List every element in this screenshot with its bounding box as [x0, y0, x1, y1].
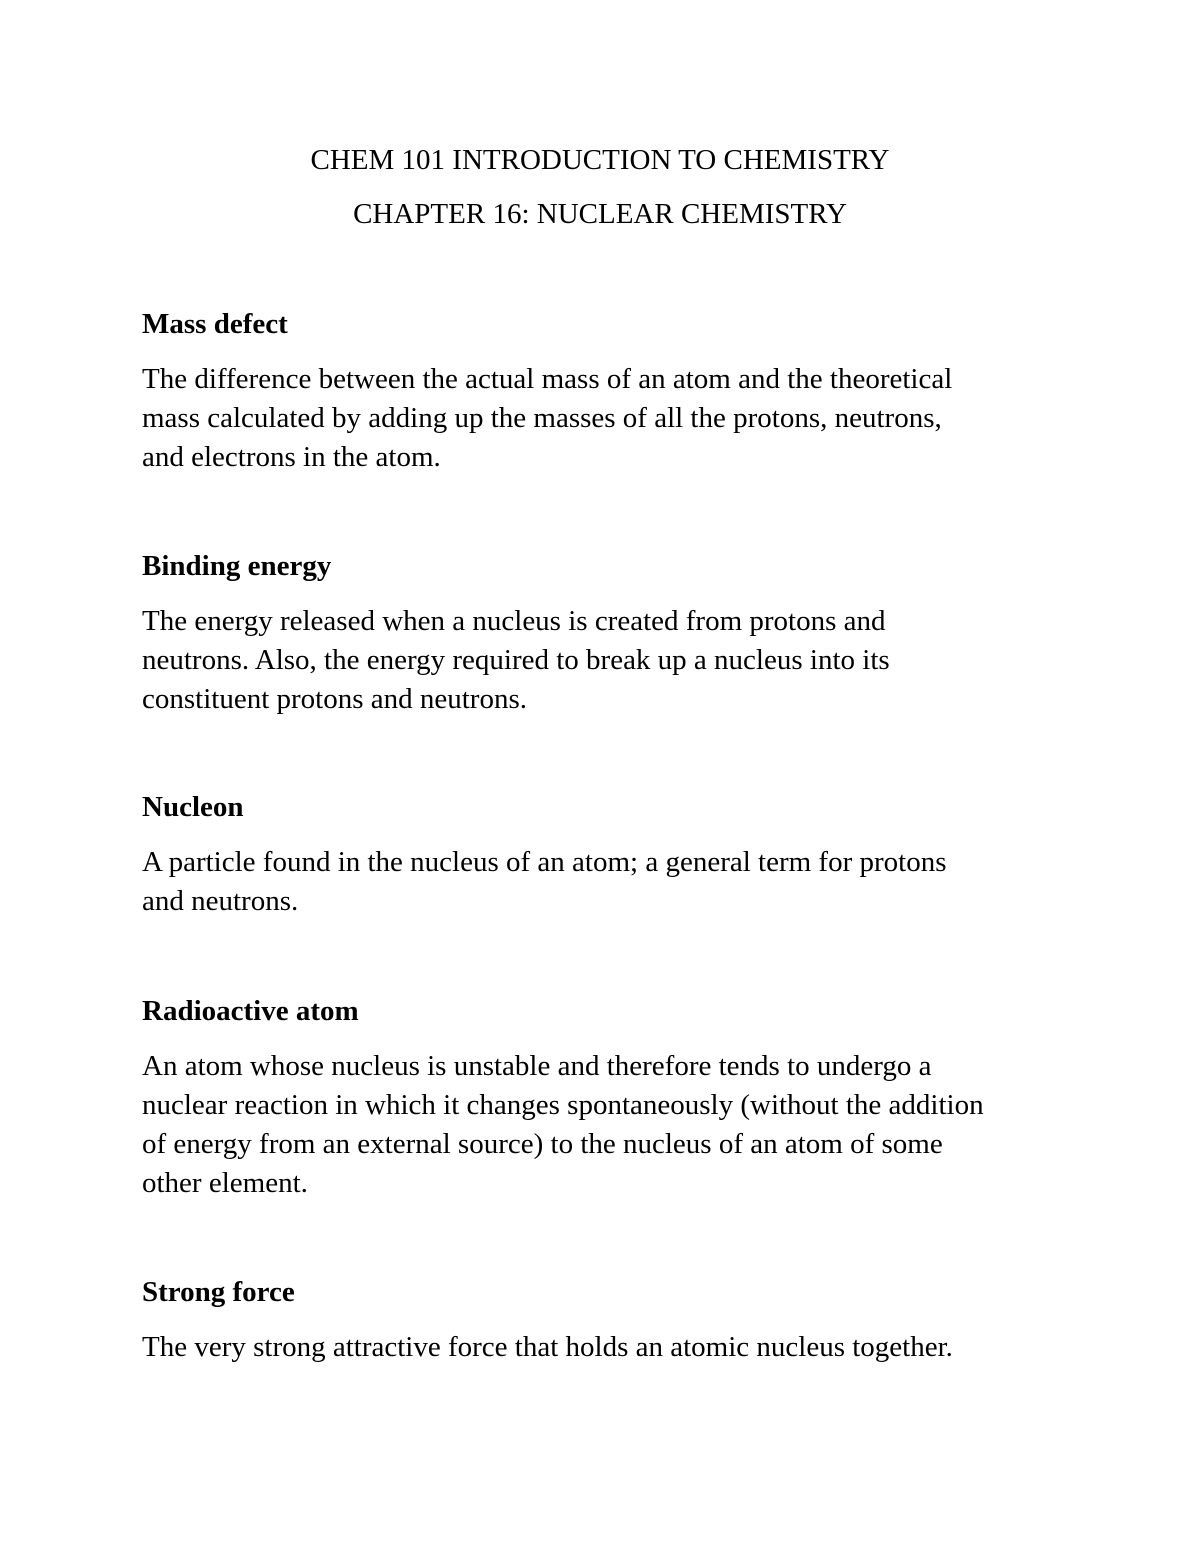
term-mass-defect: Mass defect — [142, 308, 288, 340]
definition-radioactive-atom — [142, 1047, 1082, 1203]
definition-line: The very strong attractive force that holds an atomic nucleus together. — [142, 1331, 953, 1363]
definition-line: A particle found in the nucleus of an atom; a general term for protons — [142, 846, 947, 878]
definition-line: and electrons in the atom. — [142, 441, 441, 473]
course-title: CHEM 101 INTRODUCTION TO CHEMISTRY — [310, 144, 890, 176]
definition-line: The difference between the actual mass of an atom and the theoretical — [142, 363, 953, 395]
definition-nucleon — [142, 843, 1082, 921]
term-radioactive-atom: Radioactive atom — [142, 995, 359, 1027]
term-binding-energy: Binding energy — [142, 550, 332, 582]
definition-binding-energy — [142, 602, 1082, 719]
definition-line: constituent protons and neutrons. — [142, 683, 528, 715]
definition-line: neutrons. Also, the energy required to break up a nucleus into its — [142, 644, 890, 676]
definition-line: mass calculated by adding up the masses of all the protons, neutrons, — [142, 402, 942, 434]
definition-line: nuclear reaction in which it changes spontaneously (without the addition — [142, 1089, 984, 1121]
definition-strong-force — [142, 1328, 1082, 1367]
definition-line: of energy from an external source) to the nucleus of an atom of some — [142, 1128, 943, 1160]
chapter-title: CHAPTER 16: NUCLEAR CHEMISTRY — [353, 198, 847, 230]
definition-line: and neutrons. — [142, 885, 299, 917]
term-nucleon: Nucleon — [142, 791, 244, 823]
definition-line: An atom whose nucleus is unstable and therefore tends to undergo a — [142, 1050, 932, 1082]
definition-line: other element. — [142, 1167, 308, 1199]
term-strong-force: Strong force — [142, 1276, 295, 1308]
definition-line: The energy released when a nucleus is created from protons and — [142, 605, 886, 637]
definition-mass-defect — [142, 360, 1082, 477]
